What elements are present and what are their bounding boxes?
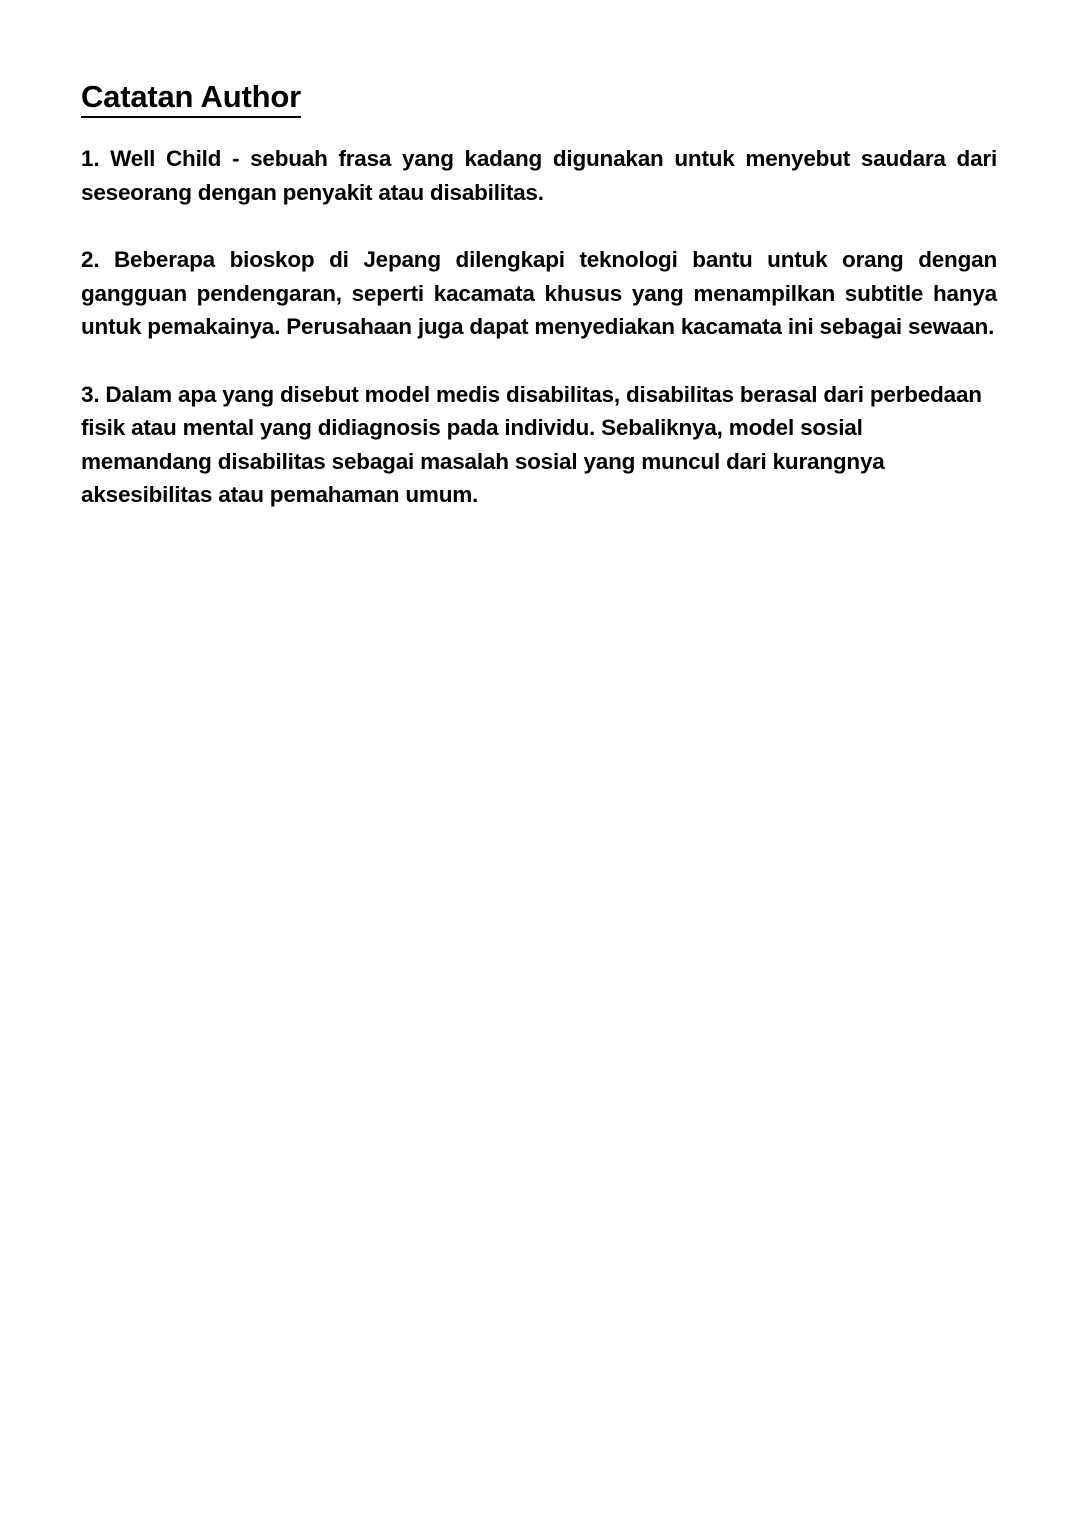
note-text: 1. Well Child - sebuah frasa yang kadang digunakan untuk menyebut saudara dari seseorang dengan penyakit atau disabilitas. <box>81 146 997 205</box>
notes-list <box>81 142 997 512</box>
note-item-1 <box>81 142 997 209</box>
note-item-3 <box>81 378 997 512</box>
note-text: 2. Beberapa bioskop di Jepang dilengkapi teknologi bantu untuk orang dengan gangguan pendengaran, seperti kacamata khusus yang menampilkan subtitle hanya untuk pemakainya. Perusahaan juga dapat menyediakan kacamata ini sebagai sewaan. <box>81 247 997 339</box>
page-title: Catatan Author <box>81 78 301 118</box>
note-text: 3. Dalam apa yang disebut model medis disabilitas, disabilitas berasal dari perbedaan fisik atau mental yang didiagnosis pada individu. Sebaliknya, model sosial memandang disabilitas sebagai masalah sosial yang muncul dari kurangnya aksesibilitas atau pemahaman umum. <box>81 381 982 507</box>
author-notes-section <box>81 78 997 546</box>
note-item-2 <box>81 243 997 344</box>
